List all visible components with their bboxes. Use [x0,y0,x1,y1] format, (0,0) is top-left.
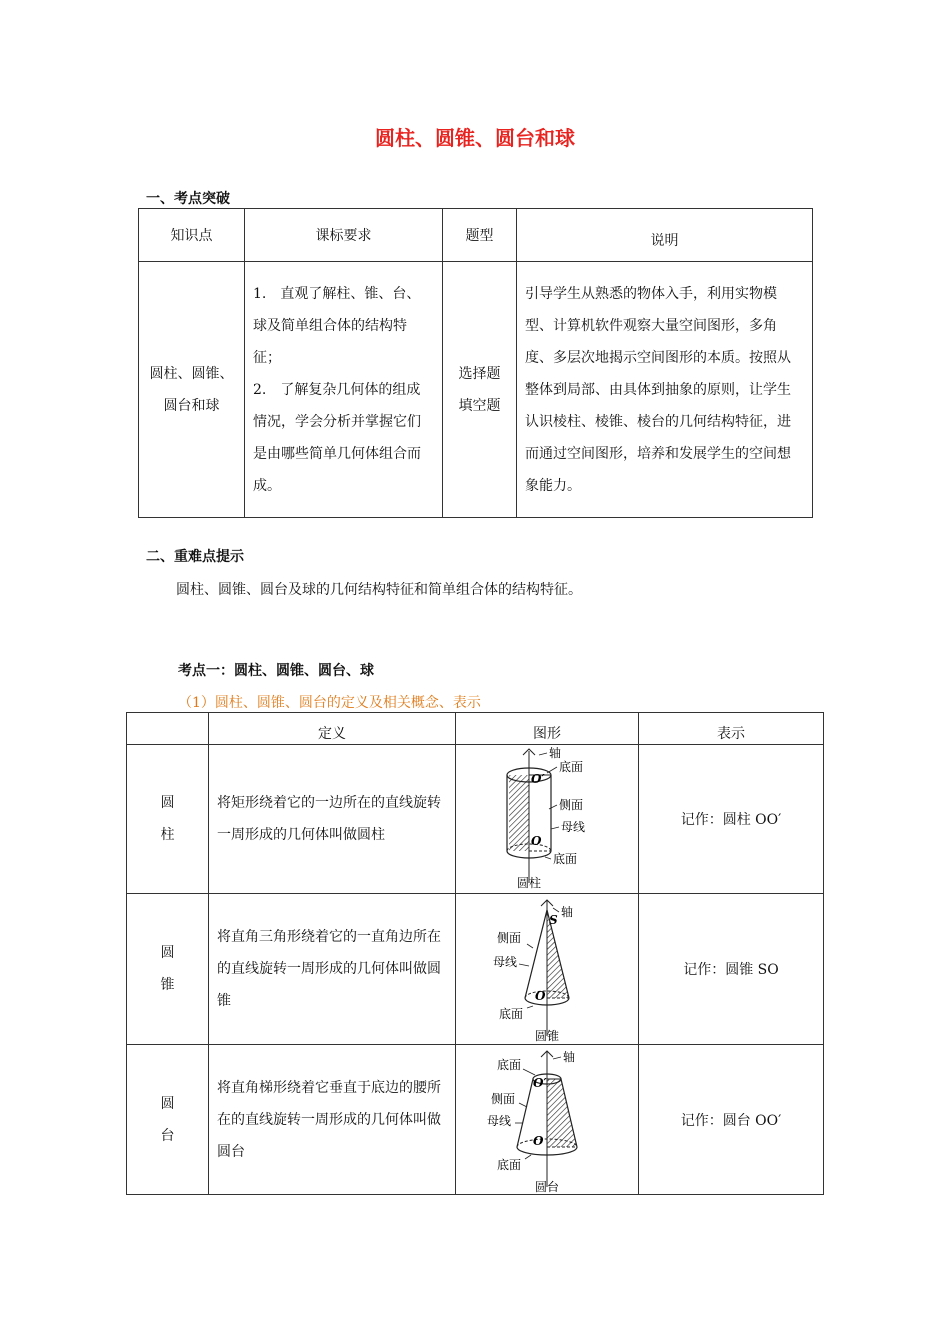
label-bottom-base: 底面 [497,1157,522,1172]
table-row [127,894,824,1045]
header-notation: 表示 [639,713,824,745]
page-title: 圆柱、圆锥、圆台和球 [375,126,575,150]
header-requirements: 课标要求 [245,209,443,262]
notation-text: 记作：圆台 OO′ [680,1112,782,1129]
table-header-row [127,713,824,745]
label-side: 侧面 [497,931,522,945]
type-choice: 选择题 [458,365,501,382]
section1-heading: 一、考点突破 [146,191,230,207]
label-side: 侧面 [559,798,584,812]
label-axis: 轴 [563,1049,576,1064]
label-bottom-base: 底面 [553,852,578,866]
figure-caption: 圆锥 [535,1029,560,1042]
description-cell: 引导学生从熟悉的物体入手，利用实物模型、计算机软件观察大量空间图形，多角度、多层次地揭示空间图形的本质。按照从整体到局部、由具体到抽象的原则，让学生认识棱柱、棱锥、棱台的几何结构特征，进而通过空间图形，培养和发展学生的空间想象能力。 [525,285,791,494]
section2-heading: 二、重难点提示 [146,549,244,565]
label-generatrix: 母线 [487,1113,512,1128]
definitions-table [126,712,824,1195]
cone-figure [487,896,607,1042]
label-generatrix: 母线 [561,820,586,834]
row-name: 圆台 [160,1095,175,1144]
header-definition: 定义 [209,713,456,745]
exam-points-table [138,208,813,518]
type-fill: 填空题 [458,397,501,414]
point-o: O [533,1133,544,1148]
point-s: S [549,913,558,927]
point-o: O [535,989,546,1003]
header-type: 题型 [443,209,517,262]
requirement-1: 1. 直观了解柱、锥、台、球及简单组合体的结构特征； [253,285,421,366]
label-axis: 轴 [549,747,562,760]
requirement-2: 2. 了解复杂几何体的组成情况，学会分析并掌握它们是由哪些简单几何体组合而成。 [253,381,421,494]
label-axis: 轴 [561,905,574,919]
header-blank [127,713,209,745]
frustum-figure [485,1047,609,1193]
definition-text: 将直角梯形绕着它垂直于底边的腰所在的直线旋转一周形成的几何体叫做圆台 [217,1079,441,1160]
table-row [127,745,824,894]
label-generatrix: 母线 [493,955,518,969]
knowledge-cell: 圆柱、圆锥、圆台和球 [149,365,234,414]
definition-text: 将矩形绕着它的一边所在的直线旋转一周形成的几何体叫做圆柱 [217,795,441,843]
point-o-prime: O′ [531,772,545,786]
cylinder-figure [487,747,607,891]
figure-caption: 圆柱 [517,876,542,890]
header-description: 说明 [517,209,813,262]
label-side: 侧面 [491,1091,516,1106]
definition-text: 将直角三角形绕着它的一直角边所在的直线旋转一周形成的几何体叫做圆锥 [217,929,441,1009]
point1-heading: 考点一：圆柱、圆锥、圆台、球 [178,663,374,679]
table-header-row [139,209,813,262]
point-o-prime: O′ [533,1075,547,1090]
table-row [127,1045,824,1195]
row-name: 圆柱 [160,795,175,843]
label-top-base: 底面 [559,760,584,774]
label-bottom-base: 底面 [499,1007,524,1021]
section2-text: 圆柱、圆锥、圆台及球的几何结构特征和简单组合体的结构特征。 [176,582,582,598]
notation-text: 记作：圆锥 SO [683,962,779,978]
header-knowledge: 知识点 [139,209,245,262]
label-top-base: 底面 [497,1057,522,1072]
point-o: O [531,834,542,848]
notation-text: 记作：圆柱 OO′ [680,812,782,828]
header-figure: 图形 [456,713,639,745]
row-name: 圆锥 [160,945,175,993]
figure-caption: 圆台 [535,1179,560,1193]
point1-subheading: （1）圆柱、圆锥、圆台的定义及相关概念、表示 [178,695,481,711]
table-row [139,262,813,518]
